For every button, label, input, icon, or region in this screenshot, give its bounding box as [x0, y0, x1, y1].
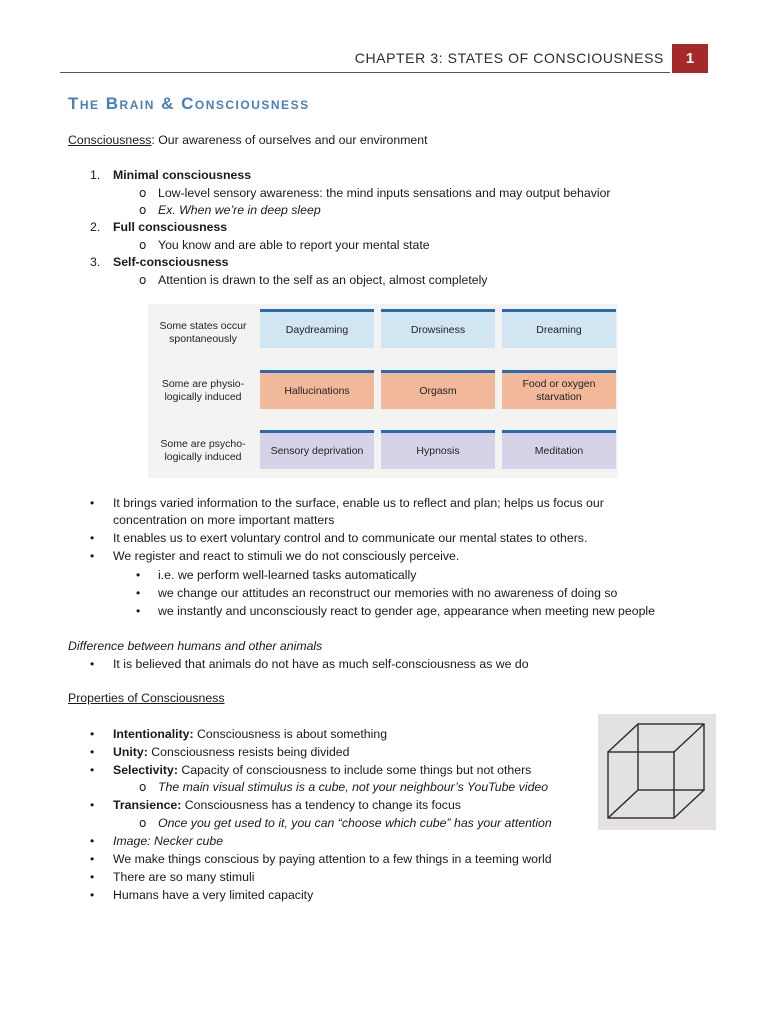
sub-marker: o [139, 816, 147, 830]
property-text: Consciousness has a tendency to change its focus [181, 798, 461, 812]
level-1-sub-1: Low-level sensory awareness: the mind inputs sensations and may output behavior [158, 186, 611, 200]
property-term: Selectivity: [113, 763, 178, 777]
bullet-marker: • [90, 531, 95, 545]
bullet-marker: • [90, 888, 95, 902]
property-transience [113, 796, 461, 814]
bullet-marker: • [90, 870, 95, 884]
level-label-1: Minimal consciousness [113, 168, 252, 182]
section-title: The Brain & Consciousness [68, 94, 310, 113]
property-intentionality [113, 725, 387, 743]
bullet-marker: • [90, 745, 95, 759]
bullet-marker: • [90, 549, 95, 563]
property-unity [113, 743, 349, 761]
header-rule [60, 72, 670, 73]
bullet-marker: • [90, 834, 95, 848]
difference-bullet: It is believed that animals do not have as much self-consciousness as we do [113, 657, 529, 671]
row-label-psychological: Some are psycho-logically induced [160, 438, 246, 463]
level-number-3: 3. [90, 255, 101, 269]
level-1-sub-2: Ex. When we’re in deep sleep [158, 203, 321, 217]
level-label-2: Full consciousness [113, 220, 228, 234]
bullet-surface-l2: concentration on more important matters [113, 513, 335, 527]
sub-bullet-automatic: i.e. we perform well-learned tasks automatically [158, 568, 417, 582]
level-2-sub-1: You know and are able to report your mental state [158, 238, 430, 252]
property-term: Unity: [113, 745, 148, 759]
level-label-3: Self-consciousness [113, 255, 229, 269]
sub-bullet-attitudes: we change our attitudes an reconstruct our memories with no awareness of doing so [158, 586, 618, 600]
property-term: Intentionality: [113, 727, 194, 741]
property-text: Consciousness resists being divided [147, 745, 350, 759]
property-text: Capacity of consciousness to include some things but not others [177, 763, 532, 777]
definition-term: Consciousness [68, 133, 152, 147]
row-label-physiological: Some are physio-logically induced [161, 378, 245, 403]
bullet-marker: • [136, 568, 141, 582]
bullet-marker: • [90, 852, 95, 866]
cell-meditation: Meditation [502, 430, 616, 469]
definition-text: : Our awareness of ourselves and our environment [151, 133, 428, 147]
states-table-figure [148, 304, 618, 478]
level-number-1: 1. [90, 168, 101, 182]
bullet-marker: • [136, 604, 141, 618]
properties-heading: Properties of Consciousness [68, 691, 225, 705]
cell-sensory-deprivation: Sensory deprivation [260, 430, 374, 469]
bullet-marker: • [90, 496, 95, 510]
necker-cube-image [598, 714, 716, 830]
image-note: Image: Necker cube [113, 834, 224, 848]
transience-example: Once you get used to it, you can “choose which cube” has your attention [158, 816, 552, 830]
bullet-surface-l1: It brings varied information to the surface, enable us to reflect and plan; helps us focus our [113, 496, 604, 510]
sub-marker: o [139, 238, 147, 252]
property-selectivity [113, 761, 531, 779]
sub-marker: o [139, 203, 147, 217]
difference-heading: Difference between humans and other animals [68, 639, 323, 653]
cell-hypnosis: Hypnosis [381, 430, 495, 469]
selectivity-example: The main visual stimulus is a cube, not your neighbour’s YouTube video [158, 780, 549, 794]
sub-marker: o [139, 780, 147, 794]
cell-daydreaming: Daydreaming [260, 309, 374, 348]
level-number-2: 2. [90, 220, 101, 234]
bullet-marker: • [90, 798, 95, 812]
sub-bullet-react: we instantly and unconsciously react to gender age, appearance when meeting new people [158, 604, 655, 618]
property-term: Transience: [113, 798, 182, 812]
page-number: 1 [672, 44, 708, 73]
level-3-sub-1: Attention is drawn to the self as an object, almost completely [158, 273, 488, 287]
bullet-marker: • [136, 586, 141, 600]
bullet-marker: • [90, 727, 95, 741]
bullet-voluntary-control: It enables us to exert voluntary control and to communicate our mental states to others. [113, 531, 588, 545]
cell-drowsiness: Drowsiness [381, 309, 495, 348]
bullet-attention: We make things conscious by paying attention to a few things in a teeming world [113, 852, 552, 866]
cell-food-oxygen-starvation: Food or oxygen starvation [502, 370, 616, 409]
necker-cube-drawing [598, 714, 716, 830]
page-header [60, 44, 708, 73]
bullet-marker: • [90, 763, 95, 777]
chapter-title: CHAPTER 3: STATES OF CONSCIOUSNESS [354, 50, 664, 66]
bullet-stimuli: There are so many stimuli [113, 870, 255, 884]
bullet-capacity: Humans have a very limited capacity [113, 888, 314, 902]
sub-marker: o [139, 273, 147, 287]
cell-hallucinations: Hallucinations [260, 370, 374, 409]
bullet-register-stimuli: We register and react to stimuli we do not consciously perceive. [113, 549, 460, 563]
cell-orgasm: Orgasm [381, 370, 495, 409]
row-label-spontaneous: Some states occur spontaneously [159, 320, 247, 345]
cell-dreaming: Dreaming [502, 309, 616, 348]
definition-line [68, 131, 428, 149]
property-text: Consciousness is about something [193, 727, 388, 741]
sub-marker: o [139, 186, 147, 200]
bullet-marker: • [90, 657, 95, 671]
